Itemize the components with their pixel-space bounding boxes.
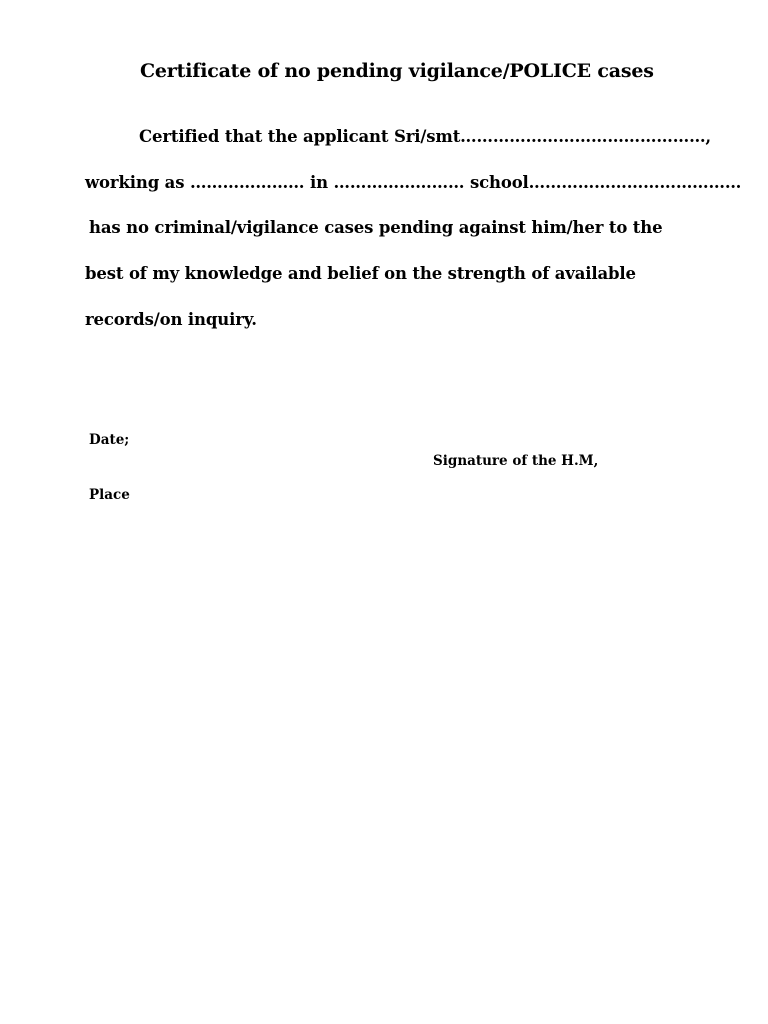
body-line-working-as: working as ………………… in …………………… school…………………………………: [85, 173, 742, 192]
place-label: Place: [89, 487, 130, 503]
body-line-knowledge: best of my knowledge and belief on the strength of available: [85, 264, 636, 283]
body-line-applicant: Certified that the applicant Sri/smt………………………………………,: [139, 127, 712, 146]
body-line-records: records/on inquiry.: [85, 310, 257, 329]
body-line-no-cases: has no criminal/vigilance cases pending against him/her to the: [89, 218, 663, 237]
document-title: Certificate of no pending vigilance/POLICE cases: [140, 60, 654, 82]
signature-label: Signature of the H.M,: [433, 453, 599, 469]
date-label: Date;: [89, 432, 130, 448]
